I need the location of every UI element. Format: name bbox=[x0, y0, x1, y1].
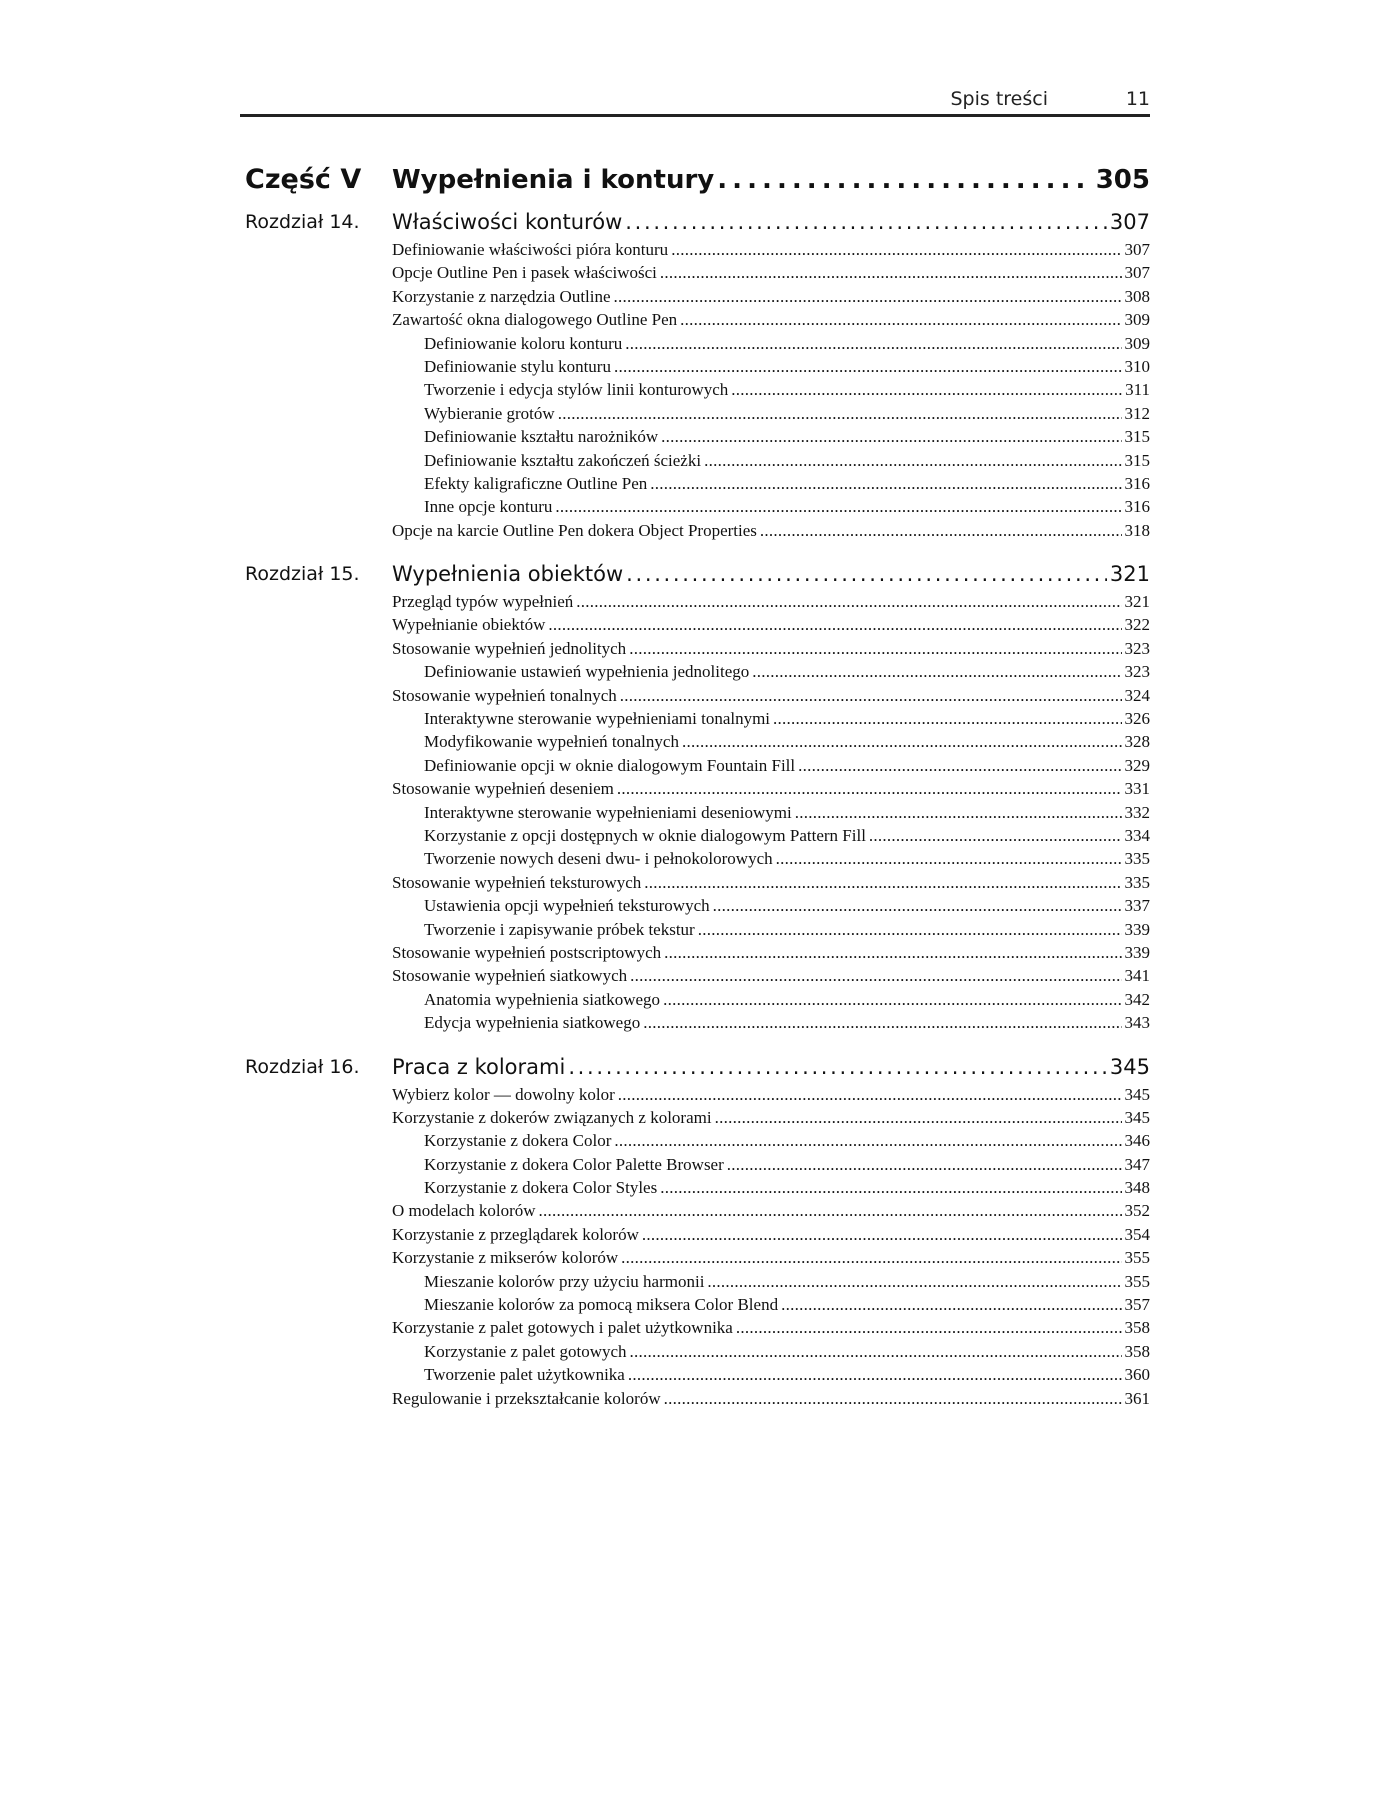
toc-entry-page: 347 bbox=[1124, 1154, 1150, 1174]
toc-entry-page: 335 bbox=[1124, 872, 1150, 892]
toc-entry-line bbox=[424, 1363, 1150, 1386]
toc-entry-text: Interaktywne sterowanie wypełnieniami deseniowymi bbox=[424, 802, 792, 822]
toc-entry-text: Definiowanie ustawień wypełnienia jednolitego bbox=[424, 662, 750, 682]
chapter-heading bbox=[240, 1051, 1150, 1083]
toc-entry-page: 345 bbox=[1124, 1107, 1150, 1127]
toc-entry-page: 339 bbox=[1124, 919, 1150, 939]
toc-entry-line bbox=[424, 1293, 1150, 1316]
dot-leader bbox=[795, 801, 1122, 824]
dot-leader bbox=[773, 707, 1121, 730]
dot-leader bbox=[617, 777, 1122, 800]
toc-entry[interactable] bbox=[240, 801, 1150, 824]
toc-entry-page: 361 bbox=[1124, 1388, 1150, 1408]
part-title-line[interactable] bbox=[392, 160, 1150, 200]
dot-leader bbox=[713, 894, 1122, 917]
toc-entry-line bbox=[392, 285, 1150, 308]
dot-leader bbox=[715, 1106, 1122, 1129]
dot-leader bbox=[698, 918, 1122, 941]
toc-entry-page: 309 bbox=[1124, 310, 1150, 330]
toc-entry-line bbox=[424, 988, 1150, 1011]
toc-entry-line bbox=[424, 801, 1150, 824]
toc-entry-text: Tworzenie i edycja stylów linii konturowych bbox=[424, 380, 729, 400]
toc-entry-line bbox=[392, 941, 1150, 964]
toc-entry-line bbox=[392, 261, 1150, 284]
chapter-label: Rozdział 14. bbox=[245, 211, 360, 233]
toc-entry-text: Stosowanie wypełnień teksturowych bbox=[392, 872, 642, 892]
dot-leader bbox=[539, 1199, 1122, 1222]
toc-entry-text: Definiowanie opcji w oknie dialogowym Fountain Fill bbox=[424, 755, 796, 775]
toc-entry-text: Definiowanie kształtu zakończeń ścieżki bbox=[424, 450, 702, 470]
toc-entry-line bbox=[392, 1387, 1150, 1410]
toc-entry[interactable] bbox=[240, 684, 1150, 707]
toc-entry-text: Korzystanie z palet gotowych i palet użytkownika bbox=[392, 1318, 733, 1338]
dot-leader bbox=[614, 1129, 1121, 1152]
chapter-label: Rozdział 16. bbox=[245, 1055, 360, 1078]
dot-leader bbox=[643, 1011, 1121, 1034]
toc-entry-page: 355 bbox=[1124, 1271, 1150, 1291]
toc-entry-line bbox=[392, 1246, 1150, 1269]
toc-entry-line bbox=[392, 964, 1150, 987]
toc-entry-text: Wybieranie grotów bbox=[424, 403, 555, 423]
toc-entry-text: Zawartość okna dialogowego Outline Pen bbox=[392, 310, 678, 330]
part-page-number: 305 bbox=[1095, 165, 1150, 195]
toc-entry[interactable] bbox=[240, 1083, 1150, 1106]
toc-entry[interactable] bbox=[240, 1340, 1150, 1363]
toc-entry-line bbox=[424, 660, 1150, 683]
dot-leader bbox=[660, 1176, 1121, 1199]
toc-entry[interactable] bbox=[240, 238, 1150, 261]
toc-entry-page: 307 bbox=[1124, 240, 1150, 259]
toc-entry[interactable] bbox=[240, 613, 1150, 636]
dot-leader bbox=[798, 754, 1121, 777]
part-heading bbox=[240, 160, 1150, 200]
dot-leader bbox=[555, 495, 1121, 518]
dot-leader bbox=[614, 355, 1122, 378]
toc-entry-page: 311 bbox=[1125, 380, 1150, 400]
toc-entry-line bbox=[392, 613, 1150, 636]
running-header-title: Spis treści bbox=[950, 88, 1048, 110]
toc-entry[interactable] bbox=[240, 847, 1150, 870]
toc-entry[interactable] bbox=[240, 1223, 1150, 1246]
toc-entry-page: 323 bbox=[1124, 662, 1150, 682]
dot-leader bbox=[621, 1246, 1121, 1269]
toc-entry-text: Przegląd typów wypełnień bbox=[392, 592, 574, 612]
toc-entry[interactable] bbox=[240, 988, 1150, 1011]
toc-entry-page: 307 bbox=[1124, 263, 1150, 283]
toc-entry-page: 326 bbox=[1124, 709, 1150, 729]
toc-entry-page: 308 bbox=[1124, 286, 1150, 306]
dot-leader bbox=[707, 1270, 1121, 1293]
toc-entry-line bbox=[424, 707, 1150, 730]
toc-entry[interactable] bbox=[240, 425, 1150, 448]
toc-entry[interactable] bbox=[240, 355, 1150, 378]
toc-entry-text: Mieszanie kolorów przy użyciu harmonii bbox=[424, 1271, 705, 1291]
toc-entry-line bbox=[424, 495, 1150, 518]
dot-leader bbox=[869, 824, 1122, 847]
chapters-container bbox=[240, 206, 1150, 1410]
toc-entry[interactable] bbox=[240, 637, 1150, 660]
dot-leader bbox=[661, 425, 1121, 448]
toc-entry-text: Opcje na karcie Outline Pen dokera Object Properties bbox=[392, 520, 757, 540]
dot-leader bbox=[650, 472, 1121, 495]
dot-leader bbox=[625, 332, 1121, 355]
toc-entry-line bbox=[424, 847, 1150, 870]
toc-entry-line bbox=[392, 637, 1150, 660]
toc-entry-page: 343 bbox=[1124, 1013, 1150, 1033]
toc-entry-text: Definiowanie kształtu narożników bbox=[424, 427, 659, 447]
toc-entry-line bbox=[392, 1083, 1150, 1106]
toc-entry-line bbox=[424, 402, 1150, 425]
chapter-heading bbox=[240, 206, 1150, 238]
toc-entry-text: Tworzenie palet użytkownika bbox=[424, 1365, 625, 1385]
table-of-contents bbox=[240, 160, 1150, 1410]
toc-entry[interactable] bbox=[240, 824, 1150, 847]
toc-entry[interactable] bbox=[240, 519, 1150, 542]
dot-leader bbox=[629, 637, 1121, 660]
toc-entry-text: Mieszanie kolorów za pomocą miksera Color Blend bbox=[424, 1295, 779, 1315]
toc-entry-page: 329 bbox=[1124, 755, 1150, 775]
toc-entry-line bbox=[424, 824, 1150, 847]
dot-leader bbox=[548, 613, 1121, 636]
dot-leader bbox=[671, 238, 1121, 261]
toc-entry[interactable] bbox=[240, 1270, 1150, 1293]
toc-entry-line bbox=[424, 472, 1150, 495]
chapter-entries bbox=[240, 590, 1150, 1034]
toc-entry-line bbox=[424, 1270, 1150, 1293]
dot-leader bbox=[776, 847, 1122, 870]
dot-leader bbox=[682, 730, 1122, 753]
toc-entry-text: Stosowanie wypełnień tonalnych bbox=[392, 685, 617, 705]
dot-leader bbox=[752, 660, 1121, 683]
dot-leader bbox=[664, 941, 1121, 964]
toc-entry-line bbox=[392, 1199, 1150, 1222]
toc-entry-text: Tworzenie nowych deseni dwu- i pełnokolorowych bbox=[424, 849, 773, 869]
toc-entry[interactable] bbox=[240, 754, 1150, 777]
toc-entry-line bbox=[392, 238, 1150, 261]
toc-entry-line bbox=[392, 684, 1150, 707]
toc-entry-text: Korzystanie z dokerów związanych z kolorami bbox=[392, 1107, 712, 1127]
toc-entry[interactable] bbox=[240, 1106, 1150, 1129]
toc-entry-line bbox=[424, 425, 1150, 448]
toc-entry[interactable] bbox=[240, 308, 1150, 331]
toc-entry-text: Korzystanie z dokera Color bbox=[424, 1131, 612, 1151]
chapter-title-line[interactable] bbox=[392, 1051, 1150, 1083]
toc-entry[interactable] bbox=[240, 1387, 1150, 1410]
dot-leader bbox=[625, 206, 1107, 238]
dot-leader bbox=[628, 1363, 1122, 1386]
dot-leader bbox=[630, 964, 1121, 987]
toc-entry-line bbox=[424, 1011, 1150, 1034]
toc-entry-line bbox=[424, 1176, 1150, 1199]
toc-entry[interactable] bbox=[240, 1176, 1150, 1199]
toc-entry-line bbox=[392, 519, 1150, 542]
toc-entry[interactable] bbox=[240, 285, 1150, 308]
toc-entry-line bbox=[424, 730, 1150, 753]
toc-entry[interactable] bbox=[240, 1363, 1150, 1386]
toc-entry[interactable] bbox=[240, 1011, 1150, 1034]
toc-entry-line bbox=[392, 1106, 1150, 1129]
toc-entry-line bbox=[424, 918, 1150, 941]
toc-entry-text: Modyfikowanie wypełnień tonalnych bbox=[424, 732, 679, 752]
toc-entry-line bbox=[392, 871, 1150, 894]
toc-entry-page: 358 bbox=[1124, 1318, 1150, 1338]
dot-leader bbox=[558, 402, 1122, 425]
toc-entry-line bbox=[392, 1316, 1150, 1339]
dot-leader bbox=[717, 160, 1092, 200]
toc-entry-text: Ustawienia opcji wypełnień teksturowych bbox=[424, 896, 710, 916]
toc-entry-line bbox=[424, 355, 1150, 378]
toc-entry-text: Tworzenie i zapisywanie próbek tekstur bbox=[424, 919, 695, 939]
toc-entry-text: Korzystanie z opcji dostępnych w oknie dialogowym Pattern Fill bbox=[424, 825, 866, 845]
toc-entry-line bbox=[424, 449, 1150, 472]
part-title: Wypełnienia i kontury bbox=[392, 165, 715, 195]
dot-leader bbox=[731, 378, 1122, 401]
toc-entry-page: 337 bbox=[1124, 896, 1150, 916]
toc-entry-page: 357 bbox=[1124, 1295, 1150, 1315]
toc-entry-text: Korzystanie z przeglądarek kolorów bbox=[392, 1224, 639, 1244]
toc-entry-page: 341 bbox=[1124, 966, 1150, 986]
toc-entry-text: Stosowanie wypełnień jednolitych bbox=[392, 638, 627, 658]
toc-entry-line bbox=[392, 777, 1150, 800]
chapter-title-line[interactable] bbox=[392, 558, 1150, 590]
toc-entry-page: 315 bbox=[1124, 427, 1150, 447]
toc-entry[interactable] bbox=[240, 730, 1150, 753]
toc-entry[interactable] bbox=[240, 1199, 1150, 1222]
toc-entry-page: 322 bbox=[1124, 615, 1150, 635]
toc-entry-page: 331 bbox=[1124, 779, 1150, 799]
dot-leader bbox=[568, 1051, 1107, 1083]
toc-entry-text: Wybierz kolor — dowolny kolor bbox=[392, 1084, 615, 1104]
toc-entry-text: Interaktywne sterowanie wypełnieniami tonalnymi bbox=[424, 709, 771, 729]
toc-entry-text: Korzystanie z dokera Color Styles bbox=[424, 1178, 658, 1198]
chapter-title-line[interactable] bbox=[392, 206, 1150, 238]
chapter-page-number: 321 bbox=[1109, 562, 1150, 587]
toc-entry-page: 323 bbox=[1124, 638, 1150, 658]
toc-entry-page: 358 bbox=[1124, 1341, 1150, 1361]
toc-entry-page: 318 bbox=[1124, 520, 1150, 540]
toc-entry[interactable] bbox=[240, 1246, 1150, 1269]
toc-entry-page: 342 bbox=[1124, 989, 1150, 1009]
toc-entry-line bbox=[392, 590, 1150, 613]
section-spacer bbox=[240, 542, 1150, 552]
toc-entry-page: 352 bbox=[1124, 1201, 1150, 1221]
toc-entry-line bbox=[424, 1153, 1150, 1176]
toc-entry-text: Wypełnianie obiektów bbox=[392, 615, 546, 635]
toc-entry-page: 321 bbox=[1124, 592, 1150, 612]
dot-leader bbox=[614, 285, 1122, 308]
dot-leader bbox=[618, 1083, 1122, 1106]
toc-entry-line bbox=[424, 1340, 1150, 1363]
toc-entry-text: Inne opcje konturu bbox=[424, 497, 553, 517]
toc-entry[interactable] bbox=[240, 1316, 1150, 1339]
chapter-label: Rozdział 15. bbox=[245, 563, 360, 586]
toc-entry-text: O modelach kolorów bbox=[392, 1201, 536, 1221]
chapter-heading bbox=[240, 558, 1150, 590]
toc-entry[interactable] bbox=[240, 918, 1150, 941]
toc-entry[interactable] bbox=[240, 1153, 1150, 1176]
chapter-title: Właściwości konturów bbox=[392, 210, 623, 234]
toc-entry-page: 345 bbox=[1124, 1084, 1150, 1104]
toc-entry-text: Korzystanie z narzędzia Outline bbox=[392, 286, 611, 306]
toc-entry-line bbox=[392, 308, 1150, 331]
toc-entry[interactable] bbox=[240, 707, 1150, 730]
dot-leader bbox=[620, 684, 1122, 707]
chapter-entries bbox=[240, 238, 1150, 542]
toc-entry-text: Definiowanie koloru konturu bbox=[424, 333, 623, 353]
toc-entry-page: 339 bbox=[1124, 942, 1150, 962]
chapter-page-number: 345 bbox=[1109, 1054, 1150, 1079]
toc-entry-text: Opcje Outline Pen i pasek właściwości bbox=[392, 263, 657, 283]
dot-leader bbox=[660, 261, 1122, 284]
toc-entry[interactable] bbox=[240, 964, 1150, 987]
toc-entry-page: 355 bbox=[1124, 1248, 1150, 1268]
toc-entry-page: 346 bbox=[1124, 1131, 1150, 1151]
toc-entry[interactable] bbox=[240, 495, 1150, 518]
dot-leader bbox=[664, 1387, 1122, 1410]
toc-entry-page: 335 bbox=[1124, 849, 1150, 869]
dot-leader bbox=[630, 1340, 1122, 1363]
toc-entry-line bbox=[424, 378, 1150, 401]
toc-entry[interactable] bbox=[240, 871, 1150, 894]
toc-entry-text: Efekty kaligraficzne Outline Pen bbox=[424, 473, 648, 493]
toc-entry-line bbox=[424, 1129, 1150, 1152]
toc-entry-text: Definiowanie właściwości pióra konturu bbox=[392, 240, 669, 259]
toc-entry-line bbox=[424, 754, 1150, 777]
toc-entry-page: 332 bbox=[1124, 802, 1150, 822]
toc-entry-text: Edycja wypełnienia siatkowego bbox=[424, 1013, 641, 1033]
toc-entry[interactable] bbox=[240, 660, 1150, 683]
toc-entry-text: Korzystanie z dokera Color Palette Browser bbox=[424, 1154, 724, 1174]
toc-entry-page: 328 bbox=[1124, 732, 1150, 752]
toc-entry-line bbox=[392, 1223, 1150, 1246]
toc-entry[interactable] bbox=[240, 472, 1150, 495]
toc-entry-text: Stosowanie wypełnień siatkowych bbox=[392, 966, 628, 986]
toc-entry[interactable] bbox=[240, 894, 1150, 917]
dot-leader bbox=[626, 558, 1107, 590]
chapter-entries bbox=[240, 1083, 1150, 1410]
dot-leader bbox=[663, 988, 1121, 1011]
toc-entry-page: 312 bbox=[1124, 403, 1150, 423]
toc-entry[interactable] bbox=[240, 378, 1150, 401]
dot-leader bbox=[781, 1293, 1121, 1316]
dot-leader bbox=[644, 871, 1121, 894]
chapter-page-number: 307 bbox=[1109, 210, 1150, 234]
toc-entry[interactable] bbox=[240, 1129, 1150, 1152]
toc-entry-text: Korzystanie z palet gotowych bbox=[424, 1341, 627, 1361]
toc-entry-text: Stosowanie wypełnień deseniem bbox=[392, 779, 614, 799]
toc-entry[interactable] bbox=[240, 261, 1150, 284]
toc-entry-page: 316 bbox=[1124, 497, 1150, 517]
toc-entry-page: 324 bbox=[1124, 685, 1150, 705]
toc-entry-page: 310 bbox=[1124, 356, 1150, 376]
toc-entry-page: 309 bbox=[1124, 333, 1150, 353]
dot-leader bbox=[727, 1153, 1122, 1176]
toc-entry[interactable] bbox=[240, 1293, 1150, 1316]
toc-entry-text: Korzystanie z mikserów kolorów bbox=[392, 1248, 619, 1268]
chapter-title: Wypełnienia obiektów bbox=[392, 562, 624, 587]
running-header bbox=[240, 84, 1150, 114]
toc-entry-text: Definiowanie stylu konturu bbox=[424, 356, 611, 376]
dot-leader bbox=[704, 449, 1121, 472]
toc-entry-page: 354 bbox=[1124, 1224, 1150, 1244]
toc-entry-line bbox=[424, 894, 1150, 917]
dot-leader bbox=[642, 1223, 1122, 1246]
section-spacer bbox=[240, 1035, 1150, 1045]
toc-entry-page: 334 bbox=[1124, 825, 1150, 845]
toc-entry[interactable] bbox=[240, 332, 1150, 355]
toc-entry-text: Stosowanie wypełnień postscriptowych bbox=[392, 942, 662, 962]
dot-leader bbox=[576, 590, 1121, 613]
toc-entry-line bbox=[424, 332, 1150, 355]
dot-leader bbox=[680, 308, 1121, 331]
toc-entry-text: Anatomia wypełnienia siatkowego bbox=[424, 989, 661, 1009]
toc-entry-text: Regulowanie i przekształcanie kolorów bbox=[392, 1388, 661, 1408]
dot-leader bbox=[760, 519, 1122, 542]
toc-entry-page: 315 bbox=[1124, 450, 1150, 470]
toc-entry[interactable] bbox=[240, 941, 1150, 964]
running-header-page-number: 11 bbox=[1125, 88, 1150, 110]
toc-entry[interactable] bbox=[240, 449, 1150, 472]
chapter-title: Praca z kolorami bbox=[392, 1054, 566, 1079]
header-rule bbox=[240, 114, 1150, 117]
toc-entry[interactable] bbox=[240, 590, 1150, 613]
toc-entry-page: 348 bbox=[1124, 1178, 1150, 1198]
toc-entry-page: 360 bbox=[1124, 1365, 1150, 1385]
part-label: Część V bbox=[245, 164, 362, 195]
toc-entry[interactable] bbox=[240, 402, 1150, 425]
toc-entry-page: 316 bbox=[1124, 473, 1150, 493]
dot-leader bbox=[736, 1316, 1122, 1339]
toc-entry[interactable] bbox=[240, 777, 1150, 800]
